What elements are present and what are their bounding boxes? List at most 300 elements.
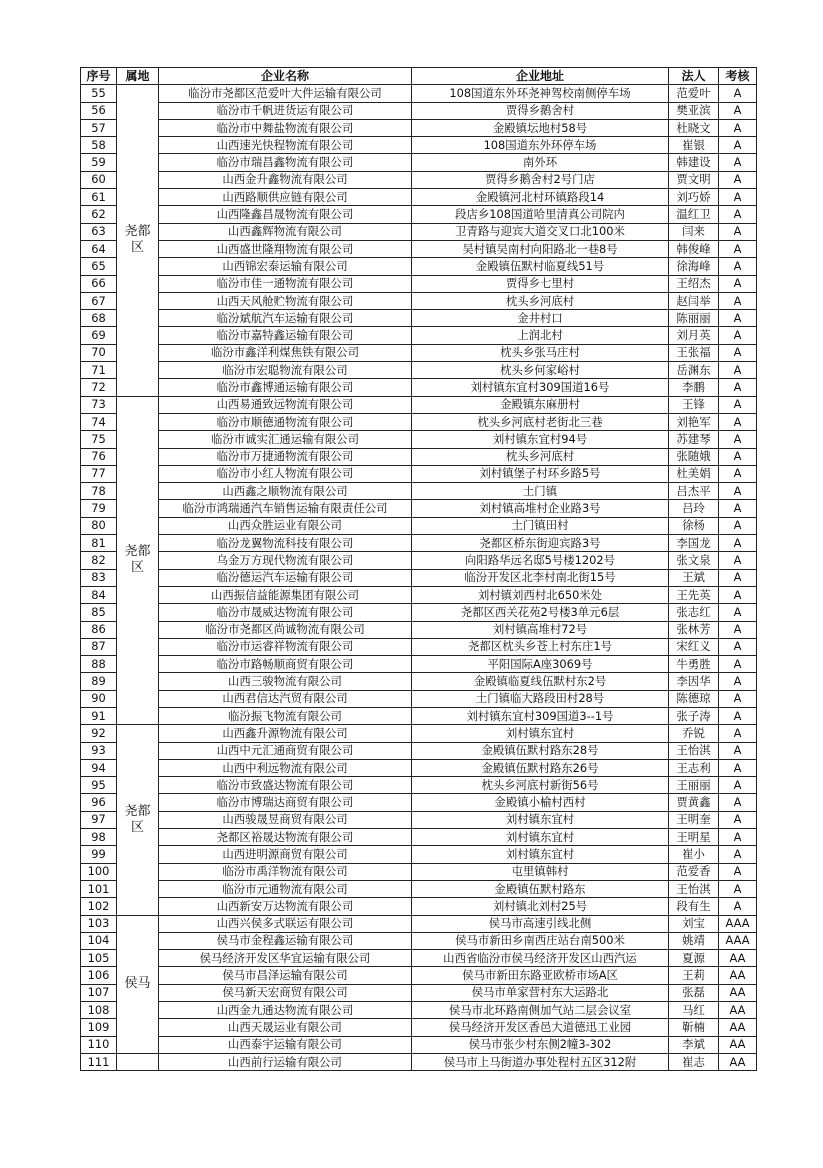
- cell-address: 侯马市高速引线北侧: [412, 915, 669, 932]
- cell-name: 山西锦宏泰运输有限公司: [159, 258, 412, 275]
- cell-address: 侯马市单家营村东大运路北: [412, 984, 669, 1001]
- cell-person: 徐杨: [669, 517, 719, 534]
- cell-address: 刘村镇东宜村: [412, 811, 669, 828]
- cell-no: 67: [81, 292, 117, 309]
- cell-person: 王志利: [669, 759, 719, 776]
- table-row: [81, 102, 757, 119]
- cell-address: 刘村镇东宜村309国道16号: [412, 379, 669, 396]
- table-row: [81, 171, 757, 188]
- cell-person: 崔小: [669, 846, 719, 863]
- cell-person: 韩建设: [669, 154, 719, 171]
- cell-grade: A: [719, 344, 757, 361]
- cell-address: 侯马市上马街道办事处程村五区312附: [412, 1053, 669, 1070]
- cell-name: 侯马市金程鑫运输有限公司: [159, 932, 412, 949]
- cell-address: 枕头乡张马庄村: [412, 344, 669, 361]
- table-row: [81, 137, 757, 154]
- cell-name: 临汾德运汽车运输有限公司: [159, 569, 412, 586]
- cell-person: 张随娥: [669, 448, 719, 465]
- cell-no: 88: [81, 656, 117, 673]
- table-row: [81, 258, 757, 275]
- cell-name: 侯马新天宏商贸有限公司: [159, 984, 412, 1001]
- cell-name: 侯马市昌泽运输有限公司: [159, 967, 412, 984]
- header-address: 企业地址: [412, 68, 669, 85]
- cell-grade: A: [719, 829, 757, 846]
- cell-name: 临汾市禹洋物流有限公司: [159, 863, 412, 880]
- cell-person: 李因华: [669, 673, 719, 690]
- cell-address: 金殿镇小榆村西村: [412, 794, 669, 811]
- cell-name: 临汾市小红人物流有限公司: [159, 465, 412, 482]
- cell-name: 山西中元汇通商贸有限公司: [159, 742, 412, 759]
- cell-name: 临汾市尧都区范爱叶大件运输有限公司: [159, 85, 412, 102]
- cell-person: 樊亚滨: [669, 102, 719, 119]
- cell-name: 山西金九通达物流有限公司: [159, 1002, 412, 1019]
- cell-name: 山西前行运输有限公司: [159, 1053, 412, 1070]
- cell-address: 向阳路华远名邸5号楼1202号: [412, 552, 669, 569]
- cell-person: 岳渊东: [669, 362, 719, 379]
- cell-name: 山西振信益能源集团有限公司: [159, 586, 412, 603]
- cell-grade: A: [719, 85, 757, 102]
- cell-no: 71: [81, 362, 117, 379]
- cell-name: 临汾市鑫洋利煤焦铁有限公司: [159, 344, 412, 361]
- table-row: [81, 725, 757, 742]
- cell-person: 陈德琼: [669, 690, 719, 707]
- cell-no: 80: [81, 517, 117, 534]
- cell-grade: A: [719, 275, 757, 292]
- table-row: [81, 604, 757, 621]
- cell-grade: A: [719, 102, 757, 119]
- table-row: [81, 1002, 757, 1019]
- cell-grade: A: [719, 880, 757, 897]
- cell-name: 临汾振飞物流有限公司: [159, 707, 412, 724]
- cell-name: 山西速光快程物流有限公司: [159, 137, 412, 154]
- cell-grade: A: [719, 206, 757, 223]
- cell-grade: A: [719, 154, 757, 171]
- cell-no: 72: [81, 379, 117, 396]
- table-row: [81, 223, 757, 240]
- table-row: [81, 898, 757, 915]
- table-row: [81, 673, 757, 690]
- cell-person: 王明奎: [669, 811, 719, 828]
- table-row: [81, 310, 757, 327]
- table-row: [81, 413, 757, 430]
- cell-grade: AAA: [719, 932, 757, 949]
- cell-person: 温红卫: [669, 206, 719, 223]
- table-row: [81, 794, 757, 811]
- cell-address: 刘村镇高堆村企业路3号: [412, 500, 669, 517]
- cell-name: 临汾市晟威达物流有限公司: [159, 604, 412, 621]
- cell-address: 枕头乡河底村老街北三巷: [412, 413, 669, 430]
- cell-address: 金井村口: [412, 310, 669, 327]
- table-row: [81, 811, 757, 828]
- cell-address: 土门镇田村: [412, 517, 669, 534]
- table-row: [81, 448, 757, 465]
- cell-address: 刘村镇东宜村: [412, 829, 669, 846]
- cell-address: 段店乡108国道哈里清真公司院内: [412, 206, 669, 223]
- cell-address: 贾得乡七里村: [412, 275, 669, 292]
- table-row: [81, 483, 757, 500]
- cell-grade: A: [719, 292, 757, 309]
- cell-no: 69: [81, 327, 117, 344]
- cell-address: 108国道东外环停车场: [412, 137, 669, 154]
- cell-name: 临汾市嘉特鑫运输有限公司: [159, 327, 412, 344]
- cell-address: 土门镇: [412, 483, 669, 500]
- cell-grade: A: [719, 189, 757, 206]
- cell-no: 79: [81, 500, 117, 517]
- cell-grade: A: [719, 517, 757, 534]
- cell-no: 75: [81, 431, 117, 448]
- cell-name: 山西天晟运业有限公司: [159, 1019, 412, 1036]
- cell-no: 56: [81, 102, 117, 119]
- cell-name: 山西鑫辉物流有限公司: [159, 223, 412, 240]
- cell-name: 山西隆鑫昌晟物流有限公司: [159, 206, 412, 223]
- cell-grade: A: [719, 569, 757, 586]
- cell-no: 73: [81, 396, 117, 413]
- cell-no: 76: [81, 448, 117, 465]
- cell-name: 山西进明源商贸有限公司: [159, 846, 412, 863]
- cell-grade: A: [719, 413, 757, 430]
- cell-name: 乌金万方现代物流有限公司: [159, 552, 412, 569]
- cell-grade: A: [719, 465, 757, 482]
- table-row: [81, 984, 757, 1001]
- cell-no: 60: [81, 171, 117, 188]
- cell-no: 65: [81, 258, 117, 275]
- cell-address: 金殿镇伍默村路东26号: [412, 759, 669, 776]
- cell-person: 王怡淇: [669, 880, 719, 897]
- cell-no: 84: [81, 586, 117, 603]
- cell-grade: A: [719, 863, 757, 880]
- table-row: [81, 85, 757, 102]
- table-row: [81, 638, 757, 655]
- cell-grade: A: [719, 448, 757, 465]
- cell-grade: A: [719, 777, 757, 794]
- table-row: [81, 950, 757, 967]
- cell-grade: A: [719, 240, 757, 257]
- cell-person: 贾文明: [669, 171, 719, 188]
- cell-no: 102: [81, 898, 117, 915]
- table-row: [81, 292, 757, 309]
- cell-grade: AA: [719, 1036, 757, 1053]
- cell-person: 李斌: [669, 1036, 719, 1053]
- cell-name: 临汾市千帆进货运有限公司: [159, 102, 412, 119]
- cell-name: 临汾市博瑞达商贸有限公司: [159, 794, 412, 811]
- cell-no: 100: [81, 863, 117, 880]
- cell-address: 南外环: [412, 154, 669, 171]
- cell-no: 77: [81, 465, 117, 482]
- cell-region: 侯马: [117, 915, 159, 1053]
- cell-no: 66: [81, 275, 117, 292]
- cell-name: 临汾市运睿祥物流有限公司: [159, 638, 412, 655]
- cell-grade: A: [719, 223, 757, 240]
- cell-name: 临汾市致盛达物流有限公司: [159, 777, 412, 794]
- cell-no: 70: [81, 344, 117, 361]
- cell-address: 刘村镇堡子村环乡路5号: [412, 465, 669, 482]
- cell-region: 尧都区: [117, 85, 159, 396]
- cell-no: 91: [81, 707, 117, 724]
- table-row: [81, 344, 757, 361]
- cell-address: 侯马经济开发区香邑大道德迅工业园: [412, 1019, 669, 1036]
- cell-no: 95: [81, 777, 117, 794]
- cell-no: 98: [81, 829, 117, 846]
- cell-no: 111: [81, 1053, 117, 1070]
- cell-no: 81: [81, 535, 117, 552]
- cell-grade: A: [719, 586, 757, 603]
- header-name: 企业名称: [159, 68, 412, 85]
- table-row: [81, 569, 757, 586]
- cell-grade: A: [719, 621, 757, 638]
- cell-name: 山西路顺供应链有限公司: [159, 189, 412, 206]
- cell-name: 临汾市诚实汇通运输有限公司: [159, 431, 412, 448]
- cell-person: 崔银: [669, 137, 719, 154]
- header-region: 属地: [117, 68, 159, 85]
- cell-no: 68: [81, 310, 117, 327]
- cell-person: 贾黄鑫: [669, 794, 719, 811]
- table-row: [81, 621, 757, 638]
- cell-address: 贾得乡鹅舍村2号门店: [412, 171, 669, 188]
- cell-person: 刘月英: [669, 327, 719, 344]
- table-row: [81, 396, 757, 413]
- cell-no: 61: [81, 189, 117, 206]
- cell-address: 侯马市新田乡南西庄站台南500米: [412, 932, 669, 949]
- table-row: [81, 707, 757, 724]
- cell-grade: A: [719, 535, 757, 552]
- table-row: [81, 863, 757, 880]
- cell-name: 临汾市万捷通物流有限公司: [159, 448, 412, 465]
- cell-no: 110: [81, 1036, 117, 1053]
- cell-address: 上润北村: [412, 327, 669, 344]
- cell-grade: A: [719, 396, 757, 413]
- table-row: [81, 465, 757, 482]
- cell-person: 崔志: [669, 1053, 719, 1070]
- table-row: [81, 535, 757, 552]
- cell-person: 张磊: [669, 984, 719, 1001]
- cell-grade: A: [719, 707, 757, 724]
- cell-name: 山西鑫之顺物流有限公司: [159, 483, 412, 500]
- cell-name: 临汾市中舞盐物流有限公司: [159, 119, 412, 136]
- cell-person: 王斌: [669, 569, 719, 586]
- cell-person: 靳楠: [669, 1019, 719, 1036]
- cell-address: 刘村镇东宜村: [412, 725, 669, 742]
- cell-name: 山西鑫升源物流有限公司: [159, 725, 412, 742]
- cell-no: 106: [81, 967, 117, 984]
- table-row: [81, 431, 757, 448]
- cell-no: 89: [81, 673, 117, 690]
- cell-person: 杜晓文: [669, 119, 719, 136]
- cell-address: 尧都区枕头乡苍上村东庄1号: [412, 638, 669, 655]
- table-row: [81, 206, 757, 223]
- cell-name: 山西易通致远物流有限公司: [159, 396, 412, 413]
- table-row: [81, 154, 757, 171]
- cell-region: 尧都区: [117, 725, 159, 915]
- cell-address: 枕头乡河底村: [412, 292, 669, 309]
- table-row: [81, 189, 757, 206]
- cell-no: 93: [81, 742, 117, 759]
- cell-address: 刘村镇刘西村北650米处: [412, 586, 669, 603]
- cell-name: 山西新安万达物流有限公司: [159, 898, 412, 915]
- table-row: [81, 829, 757, 846]
- cell-name: 临汾市尧都区尚诚物流有限公司: [159, 621, 412, 638]
- table-row: [81, 362, 757, 379]
- table-row: [81, 500, 757, 517]
- cell-grade: AA: [719, 950, 757, 967]
- enterprise-table: [80, 67, 757, 1071]
- table-row: [81, 967, 757, 984]
- table-row: [81, 915, 757, 932]
- cell-name: 临汾斌航汽车运输有限公司: [159, 310, 412, 327]
- table-row: [81, 552, 757, 569]
- cell-grade: A: [719, 310, 757, 327]
- table-row: [81, 517, 757, 534]
- cell-address: 枕头乡河底村新街56号: [412, 777, 669, 794]
- cell-no: 58: [81, 137, 117, 154]
- cell-name: 山西中利远物流有限公司: [159, 759, 412, 776]
- cell-grade: A: [719, 811, 757, 828]
- table-row: [81, 586, 757, 603]
- cell-address: 枕头乡何家峪村: [412, 362, 669, 379]
- cell-grade: A: [719, 379, 757, 396]
- cell-person: 张林芳: [669, 621, 719, 638]
- cell-person: 王丽丽: [669, 777, 719, 794]
- cell-name: 山西君信达汽贸有限公司: [159, 690, 412, 707]
- cell-grade: A: [719, 759, 757, 776]
- cell-person: 乔锐: [669, 725, 719, 742]
- cell-grade: A: [719, 898, 757, 915]
- cell-grade: A: [719, 327, 757, 344]
- cell-grade: AAA: [719, 915, 757, 932]
- cell-address: 平阳国际A座3069号: [412, 656, 669, 673]
- cell-grade: A: [719, 638, 757, 655]
- cell-no: 90: [81, 690, 117, 707]
- cell-person: 夏源: [669, 950, 719, 967]
- cell-person: 闫来: [669, 223, 719, 240]
- cell-address: 金殿镇坛地村58号: [412, 119, 669, 136]
- cell-person: 陈丽丽: [669, 310, 719, 327]
- cell-name: 山西三骏物流有限公司: [159, 673, 412, 690]
- cell-name: 临汾市顺德通物流有限公司: [159, 413, 412, 430]
- cell-grade: A: [719, 483, 757, 500]
- cell-name: 山西泰宇运输有限公司: [159, 1036, 412, 1053]
- cell-address: 侯马市北环路南侧加气站二层会议室: [412, 1002, 669, 1019]
- cell-name: 临汾龙翼物流科技有限公司: [159, 535, 412, 552]
- cell-grade: AA: [719, 967, 757, 984]
- table-row: [81, 777, 757, 794]
- cell-no: 85: [81, 604, 117, 621]
- cell-person: 范爱叶: [669, 85, 719, 102]
- cell-address: 刘村镇东宜村: [412, 846, 669, 863]
- table-row: [81, 932, 757, 949]
- cell-address: 金殿镇伍默村路东: [412, 880, 669, 897]
- cell-person: 韩俊峰: [669, 240, 719, 257]
- cell-name: 临汾市元通物流有限公司: [159, 880, 412, 897]
- table-row: [81, 880, 757, 897]
- cell-person: 苏建琴: [669, 431, 719, 448]
- cell-name: 侯马经济开发区华宜运输有限公司: [159, 950, 412, 967]
- cell-name: 尧都区裕晟达物流有限公司: [159, 829, 412, 846]
- cell-person: 范爱香: [669, 863, 719, 880]
- cell-person: 王怡淇: [669, 742, 719, 759]
- table-header-row: [81, 68, 757, 85]
- cell-address: 枕头乡河底村: [412, 448, 669, 465]
- cell-grade: A: [719, 725, 757, 742]
- header-grade: 考核: [719, 68, 757, 85]
- cell-no: 108: [81, 1002, 117, 1019]
- cell-address: 刘村镇北刘村25号: [412, 898, 669, 915]
- cell-name: 山西金升鑫物流有限公司: [159, 171, 412, 188]
- table-row: [81, 1019, 757, 1036]
- cell-name: 山西众胜运业有限公司: [159, 517, 412, 534]
- cell-no: 105: [81, 950, 117, 967]
- cell-name: 临汾市路畅顺商贸有限公司: [159, 656, 412, 673]
- cell-address: 屯里镇韩村: [412, 863, 669, 880]
- cell-address: 金殿镇伍默村路东28号: [412, 742, 669, 759]
- cell-person: 段有生: [669, 898, 719, 915]
- cell-person: 王锋: [669, 396, 719, 413]
- cell-no: 103: [81, 915, 117, 932]
- cell-no: 87: [81, 638, 117, 655]
- cell-person: 徐海峰: [669, 258, 719, 275]
- cell-address: 刘村镇东宜村309国道3--1号: [412, 707, 669, 724]
- cell-name: 山西兴侯多式联运有限公司: [159, 915, 412, 932]
- table-row: [81, 690, 757, 707]
- cell-grade: A: [719, 500, 757, 517]
- cell-no: 104: [81, 932, 117, 949]
- cell-no: 107: [81, 984, 117, 1001]
- table-row: [81, 759, 757, 776]
- cell-no: 109: [81, 1019, 117, 1036]
- cell-no: 55: [81, 85, 117, 102]
- cell-no: 101: [81, 880, 117, 897]
- cell-grade: A: [719, 794, 757, 811]
- cell-person: 吕玲: [669, 500, 719, 517]
- cell-name: 临汾市宏聪物流有限公司: [159, 362, 412, 379]
- cell-grade: A: [719, 258, 757, 275]
- cell-address: 山西省临汾市侯马经济开发区山西汽运: [412, 950, 669, 967]
- table-row: [81, 846, 757, 863]
- cell-person: 李国龙: [669, 535, 719, 552]
- cell-name: 山西盛世隆翔物流有限公司: [159, 240, 412, 257]
- cell-address: 临汾开发区北李村南北街15号: [412, 569, 669, 586]
- cell-person: 赵闫举: [669, 292, 719, 309]
- cell-address: 尧都区桥东街迎宾路3号: [412, 535, 669, 552]
- table-row: [81, 275, 757, 292]
- cell-no: 64: [81, 240, 117, 257]
- table-row: [81, 656, 757, 673]
- cell-name: 临汾市佳一通物流有限公司: [159, 275, 412, 292]
- cell-grade: A: [719, 171, 757, 188]
- cell-person: 马红: [669, 1002, 719, 1019]
- cell-name: 山西天风舱贮物流有限公司: [159, 292, 412, 309]
- cell-address: 金殿镇临夏线伍默村东2号: [412, 673, 669, 690]
- cell-person: 张子涛: [669, 707, 719, 724]
- cell-no: 94: [81, 759, 117, 776]
- cell-grade: A: [719, 604, 757, 621]
- cell-no: 96: [81, 794, 117, 811]
- cell-person: 王先英: [669, 586, 719, 603]
- cell-person: 杜美娟: [669, 465, 719, 482]
- table-row: [81, 119, 757, 136]
- cell-person: 刘巧娇: [669, 189, 719, 206]
- table-row: [81, 742, 757, 759]
- cell-address: 贾得乡鹅舍村: [412, 102, 669, 119]
- cell-no: 59: [81, 154, 117, 171]
- cell-no: 97: [81, 811, 117, 828]
- cell-person: 张文泉: [669, 552, 719, 569]
- cell-grade: A: [719, 362, 757, 379]
- cell-grade: AA: [719, 984, 757, 1001]
- cell-name: 山西骏晟昱商贸有限公司: [159, 811, 412, 828]
- cell-grade: A: [719, 673, 757, 690]
- cell-region: 尧都区: [117, 396, 159, 725]
- cell-no: 86: [81, 621, 117, 638]
